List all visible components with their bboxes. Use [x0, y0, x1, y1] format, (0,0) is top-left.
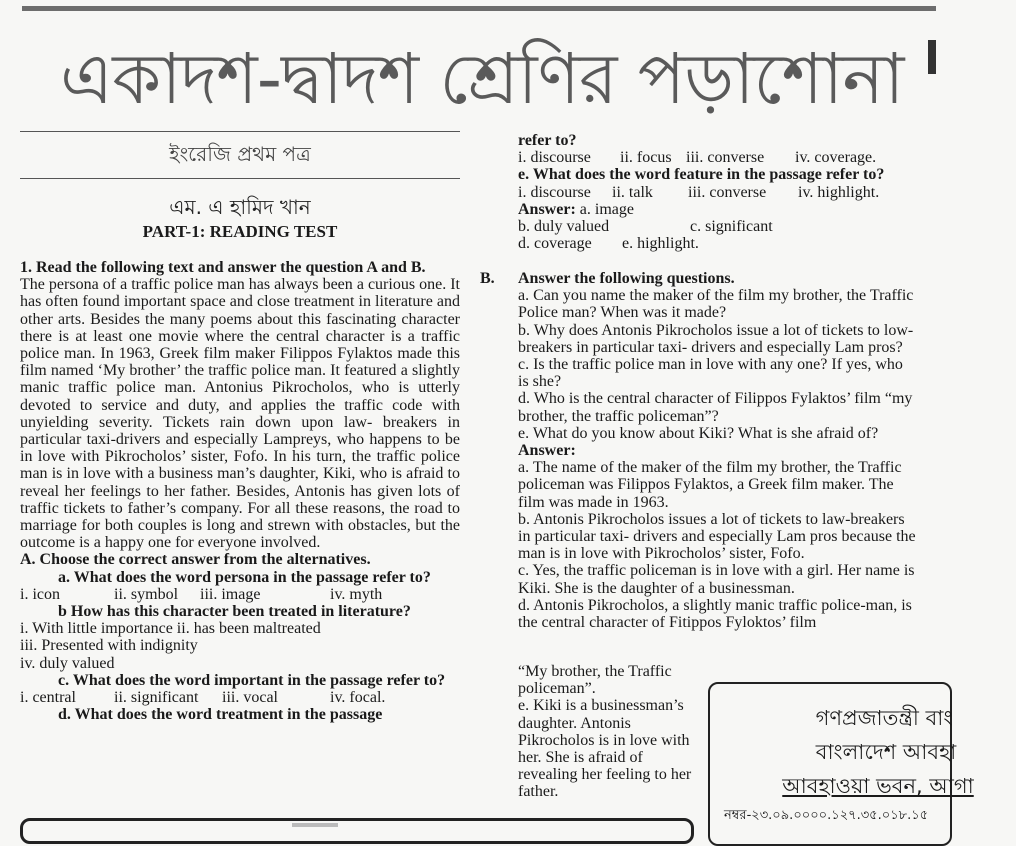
divider — [20, 178, 460, 179]
reading-passage: The persona of a traffic police man has always been a curious one. It has often found important space and close treatment in literature and other arts. Besides the many poems about this fascinating character there is at least one movie where the central character is a traffic police man. In 1963, Greek film maker Filippos Fylaktos made this film named ‘My brother’ the traffic police man. It featured a slightly manic traffic police man. Antonius Pikrocholos, who is utterly devoted to service and duty, and applies the traffic code with unyielding severity. Tickets rain down upon law- breakers in particular taxi-drivers and especially Lampreys, who happens to be in love with Pikrocholos’ sister, Fofo. In his turn, the traffic police man is in love with a business man’s daughter, Kiki, who is afraid to reveal her feelings to her father. Besides, Antonis has given lots of traffic tickets to father’s company. For all these reasons, the road to marriage for both couples is long and strewn with obstacles, but the outcome is a happy one for everyone involved. — [20, 276, 460, 552]
answer-b-b: b. Antonis Pikrocholos issues a lot of tickets to law-breakers in particular taxi- drivers and especially Lam pros because the man is in love with Pikrocholos’ sister, Fofo. — [518, 510, 916, 563]
divider — [20, 131, 460, 132]
option: i. central — [20, 689, 76, 707]
bottom-box-tab — [292, 823, 338, 827]
question-d-continued: refer to? — [518, 132, 577, 149]
part-heading: PART-1: READING TEST — [142, 222, 338, 241]
notice-reference-number: নম্বর-২৩.০৯.০০০০.১২৭.৩৫.০১৮.১৫ — [724, 808, 929, 823]
answer: b. duly valued — [518, 218, 610, 236]
answer-heading: Answer: — [518, 442, 576, 460]
question-b-b: b. Why does Antonis Pikrocholos issue a lot of tickets to low-breakers in particular taxi- drivers and especially Lam pros? — [518, 321, 914, 356]
option: iii. converse — [686, 149, 765, 167]
question-e: e. What does the word feature in the passage refer to? — [518, 166, 885, 184]
question-b-a: a. Can you name the maker of the film my brother, the Traffic Police man? When was it made? — [518, 287, 914, 322]
answer-a: a. image — [575, 200, 634, 218]
government-notice-box — [708, 682, 974, 846]
question-d-options — [518, 149, 916, 166]
answer-label: Answer: — [518, 200, 576, 218]
left-column — [20, 259, 460, 723]
answer-b-e: e. Kiki is a businessman’s daughter. Antonis Pikrocholos is in love with her. She is afraid of revealing her feeling to her father. — [518, 697, 692, 801]
answer: c. significant — [690, 218, 773, 236]
question-c: c. What does the word important in the passage refer to? — [58, 671, 446, 689]
bottom-box — [20, 818, 694, 844]
answer-b-d-continued: “My brother, the Traffic policeman”. — [518, 663, 672, 698]
section-b-heading: Answer the following questions. — [518, 270, 735, 287]
question-b-c: c. Is the traffic police man in love with any one? If yes, who is she? — [518, 356, 903, 391]
question-b: b How has this character been treated in literature? — [58, 603, 411, 621]
option: ii. talk — [612, 183, 653, 201]
question-e-options — [518, 184, 916, 201]
option: iii. image — [200, 585, 261, 603]
adjacent-page-edge — [928, 40, 936, 74]
option: i. discourse — [518, 183, 591, 201]
option: iv. coverage. — [795, 149, 877, 167]
option: iv. focal. — [330, 689, 386, 707]
section-a-heading: A. Choose the correct answer from the alternatives. — [20, 551, 371, 569]
notice-line: গণপ্রজাতন্ত্রী বাং — [815, 706, 953, 730]
question-b-option-line: iv. duly valued — [20, 654, 115, 672]
notice-line: বাংলাদেশ আবহা — [815, 740, 957, 764]
question-1-heading: 1. Read the following text and answer the question A and B. — [20, 259, 426, 276]
answers-b-c — [518, 218, 916, 235]
question-b-option-line: i. With little importance ii. has been maltreated — [20, 620, 321, 638]
option: ii. symbol — [114, 585, 179, 603]
option: iv. highlight. — [798, 183, 880, 201]
question-a: a. What does the word persona in the passage refer to? — [58, 568, 431, 586]
question-c-options — [20, 689, 460, 706]
subject-heading: ইংরেজি প্রথম পত্র — [169, 142, 311, 166]
option: i. discourse — [518, 149, 591, 167]
option: ii. focus — [620, 149, 672, 167]
option: iv. myth — [330, 585, 383, 603]
top-rule — [22, 6, 936, 11]
page-banner-title: একাদশ-দ্বাদশ শ্রেণির পড়াশোনা — [60, 38, 904, 120]
notice-line: আবহাওয়া ভবন, আগা — [782, 774, 974, 798]
question-b-e: e. What do you know about Kiki? What is she afraid of? — [518, 424, 879, 442]
option: iii. converse — [688, 183, 767, 201]
question-d: d. What does the word treatment in the passage — [58, 706, 383, 724]
answer-b-d: d. Antonis Pikrocholos, a slightly manic traffic police-man, is the central character of Fitippos Fyloktos’ film — [518, 596, 912, 632]
section-b-label: B. — [480, 270, 495, 287]
answer-b-c: c. Yes, the traffic policeman is in love with a girl. Her name is Kiki. She is the daughter of a businessman. — [518, 562, 915, 597]
option: ii. significant — [114, 689, 199, 707]
answer-a-line — [518, 201, 916, 218]
answer: e. highlight. — [622, 235, 699, 253]
right-column-top — [518, 132, 916, 252]
question-a-options — [20, 586, 460, 603]
right-column-b — [518, 270, 916, 631]
answer: d. coverage — [518, 235, 592, 253]
author-name: এম. এ হামিদ খান — [169, 195, 311, 219]
question-b-d: d. Who is the central character of Filippos Fylaktos’ film “my brother, the traffic policeman”? — [518, 390, 913, 425]
right-column-bottom — [518, 663, 698, 801]
option: i. icon — [20, 585, 60, 603]
question-b-option-line: iii. Presented with indignity — [20, 637, 198, 655]
answer-b-a: a. The name of the maker of the film my brother, the Traffic policeman was Filippos Fylaktos, a Greek film maker. The film was made in 1963. — [518, 459, 902, 511]
option: iii. vocal — [222, 689, 278, 707]
answers-d-e — [518, 235, 916, 252]
